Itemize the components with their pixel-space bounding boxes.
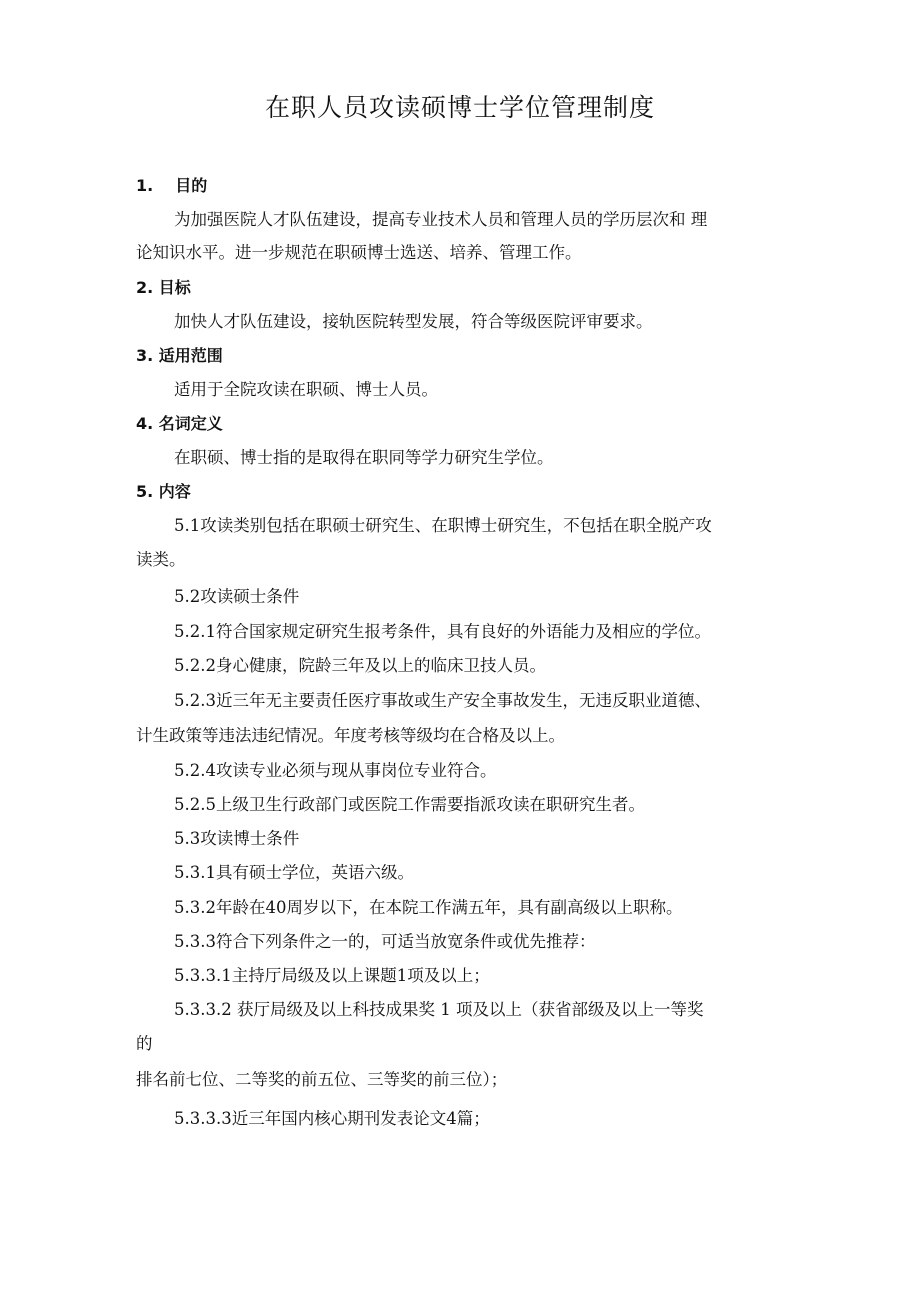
section-heading-goal [136, 277, 191, 299]
paragraph-line: 为加强医院人才队伍建设，提高专业技术人员和管理人员的学历层次和 理 [174, 210, 708, 229]
document-title: 在职人员攻读硕博士学位管理制度 [264, 93, 655, 122]
clause-line: 5.2.4攻读专业必须与现从事岗位专业符合。 [174, 761, 497, 780]
clause-line: 5.3.3符合下列条件之一的，可适当放宽条件或优先推荐： [174, 932, 596, 951]
clause-line: 5.3.1具有硕士学位，英语六级。 [174, 863, 414, 882]
section-number: 2. [136, 278, 154, 297]
section-number: 5. [136, 482, 154, 501]
section-number: 1. [136, 176, 154, 195]
section-title: 适用范围 [158, 346, 223, 365]
clause-line: 5.2.2身心健康，院龄三年及以上的临床卫技人员。 [174, 656, 546, 675]
paragraph-line: 加快人才队伍建设，接轨医院转型发展，符合等级医院评审要求。 [174, 312, 653, 331]
section-number: 4. [136, 414, 154, 433]
clause-line: 5.2攻读硕士条件 [174, 587, 300, 606]
clause-line: 5.3.2年龄在40周岁以下，在本院工作满五年，具有副高级以上职称。 [174, 898, 683, 917]
paragraph-line: 在职硕、博士指的是取得在职同等学力研究生学位。 [174, 448, 554, 467]
section-title: 目标 [158, 278, 191, 297]
section-number: 3. [136, 346, 154, 365]
clause-line: 5.3.3.2 获厅局级及以上科技成果奖 1 项及以上（获省部级及以上一等奖 [174, 1000, 704, 1019]
paragraph-line: 论知识水平。进一步规范在职硕博士选送、培养、管理工作。 [136, 243, 582, 262]
clause-line: 5.3.3.3近三年国内核心期刊发表论文4篇； [174, 1109, 490, 1128]
section-title: 名词定义 [158, 414, 223, 433]
section-title: 目的 [175, 176, 208, 195]
section-heading-content [136, 481, 191, 503]
clause-line: 的 [136, 1034, 153, 1053]
section-heading-purpose [136, 175, 207, 197]
clause-line: 5.1攻读类别包括在职硕士研究生、在职博士研究生，不包括在职全脱产攻 [174, 516, 712, 535]
clause-line: 5.3攻读博士条件 [174, 829, 300, 848]
clause-line: 排名前七位、二等奖的前五位、三等奖的前三位）； [136, 1070, 508, 1089]
clause-line: 5.3.3.1主持厅局级及以上课题1项及以上； [174, 966, 490, 985]
clause-line: 5.2.3近三年无主要责任医疗事故或生产安全事故发生，无违反职业道德、 [174, 691, 711, 710]
clause-line: 计生政策等违法违纪情况。年度考核等级均在合格及以上。 [136, 726, 565, 745]
clause-line: 5.2.5上级卫生行政部门或医院工作需要指派攻读在职研究生者。 [174, 795, 645, 814]
clause-line: 5.2.1符合国家规定研究生报考条件，具有良好的外语能力及相应的学位。 [174, 622, 711, 641]
section-heading-scope [136, 345, 223, 367]
clause-line: 读类。 [136, 550, 186, 569]
section-title: 内容 [158, 482, 191, 501]
paragraph-line: 适用于全院攻读在职硕、博士人员。 [174, 380, 438, 399]
section-heading-definitions [136, 413, 223, 435]
